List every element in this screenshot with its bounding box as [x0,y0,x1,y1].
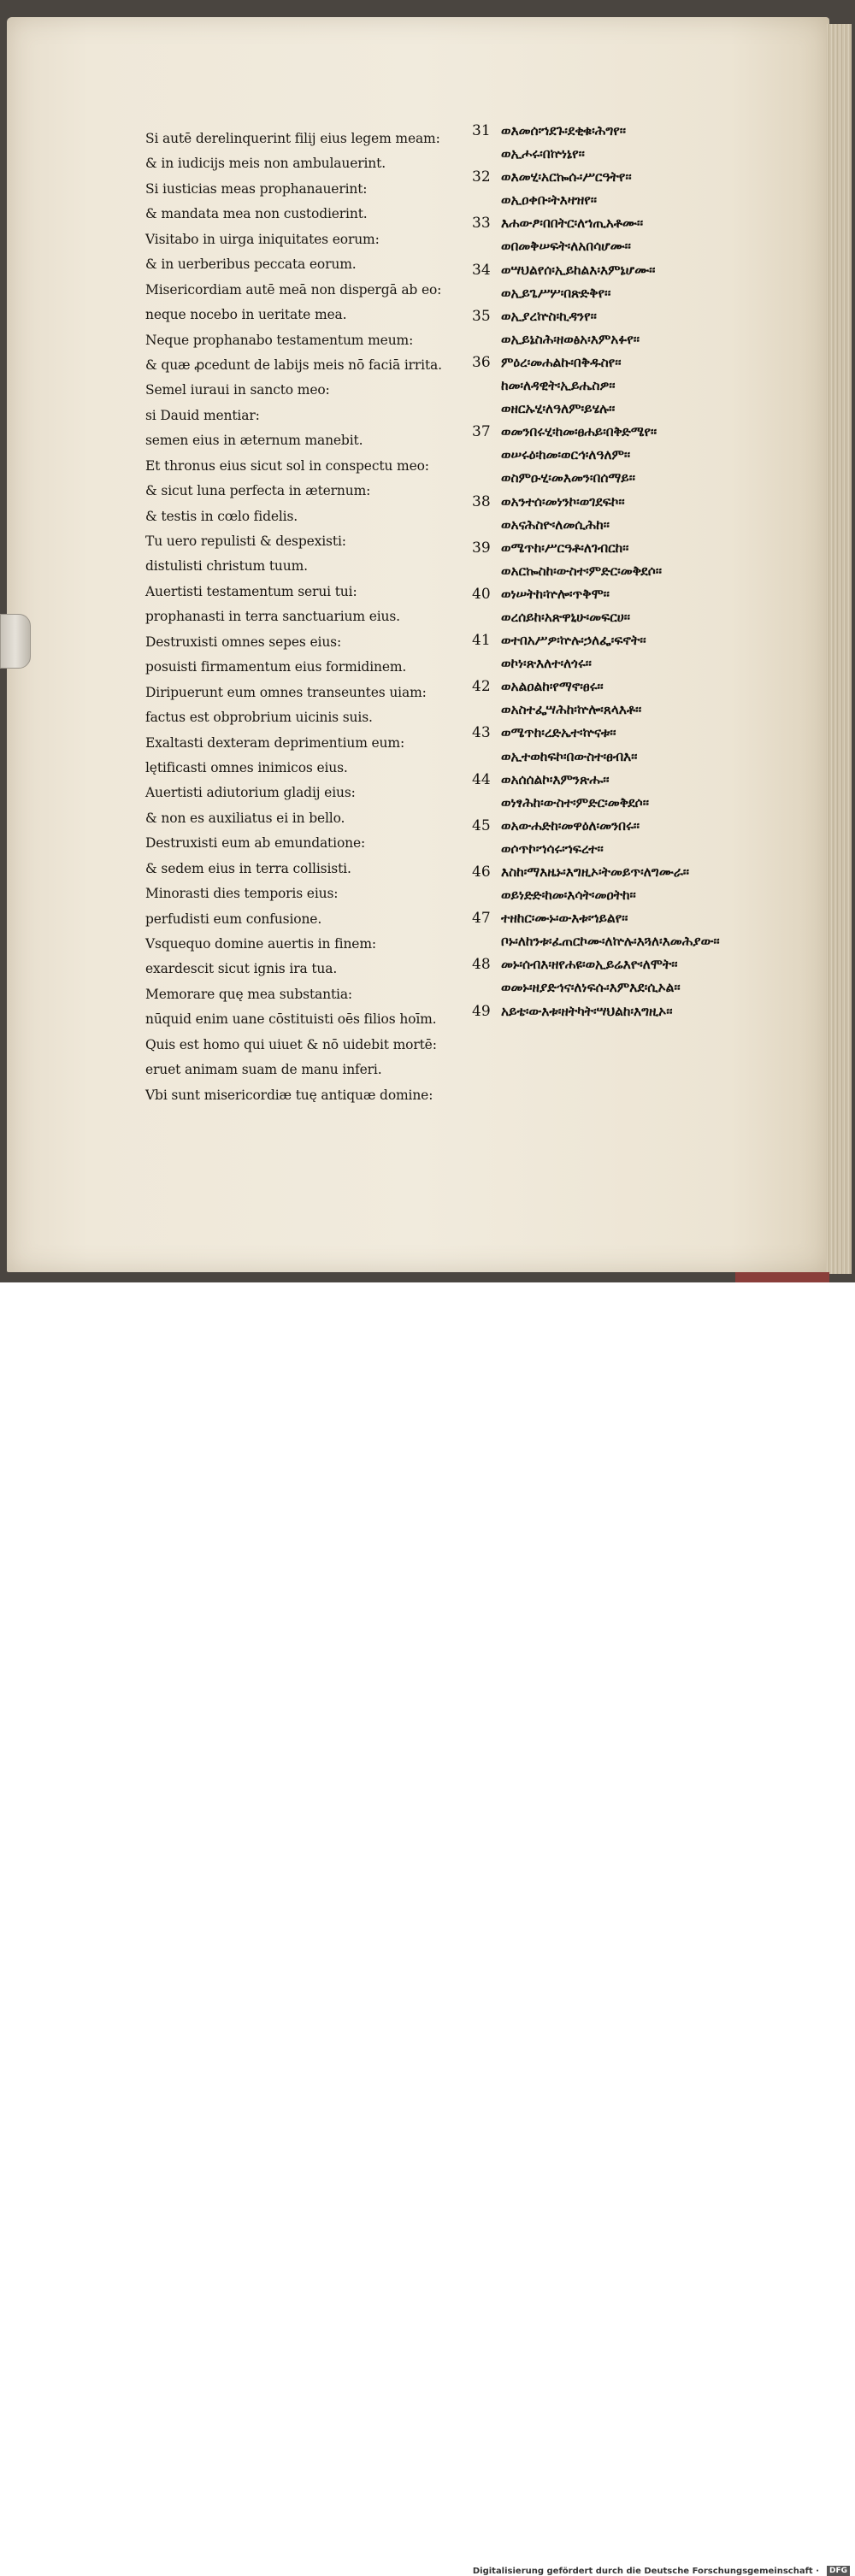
page-edges [826,24,852,1274]
latin-line: Memorare quę mea substantia: [145,986,352,1002]
page-clip [0,614,31,669]
binding-edge [735,1272,829,1282]
verse-number: 31 [472,122,491,139]
latin-line: Si iusticias meas prophanauerint: [145,180,368,197]
geez-text: ወነፃሕከ፡ውስተ፡ምድር፡መቅደሶ፡፡ [501,794,649,811]
geez-line [472,722,823,745]
geez-line [472,838,823,861]
latin-line: Destruxisti eum ab emundatione: [145,835,366,852]
latin-line: Neque prophanabo testamentum meum: [145,332,414,348]
verse-number: 48 [472,956,491,974]
verse-number: 39 [472,539,491,557]
geez-text: ወአውሐድከ፡መዋዕለ፡መንበሩ፡፡ [501,817,640,834]
latin-line: prophanasti in terra sanctuarium eius. [145,609,400,625]
geez-line [472,421,823,444]
geez-text: ወተበአሥዎ፡ኵሉ፡ኃለፌ፡ፍኖት፡፡ [501,633,646,649]
geez-text: ቦኑ፡ለከንቱ፡ፈጠርኮሙ፡ለኵሉ፡እጓለ፡እመሕያው፡፡ [501,934,720,950]
geez-text: ወሜጥከ፡ረድኤተ፡ኵናቱ፡፡ [501,725,616,741]
latin-line: exardescit sicut ignis ira tua. [145,961,338,977]
geez-text: ወአናሕስዮ፡ለመሲሕከ፡፡ [501,516,610,533]
geez-text: ከመ፡ለዳዊት፡ኢይሔስዎ፡፡ [501,378,616,394]
latin-line: Semel iuraui in sancto meo: [145,382,330,398]
geez-text: ወመንበሩሂ፡ከመ፡ፀሐይ፡በቅድሜየ፡፡ [501,424,657,440]
latin-line: distulisti christum tuum. [145,558,308,575]
latin-line: Exaltasti dexteram deprimentium eum: [145,734,405,751]
latin-line: factus est obprobrium uicinis suis. [145,710,373,726]
latin-line: Auertisti testamentum serui tui: [145,583,357,599]
latin-line: & in uerberibus peccata eorum. [145,256,357,273]
latin-line: Tu uero repulisti & despexisti: [145,533,346,549]
geez-text: መኑ፡ሰብእ፡ዘየሐዩ፡ወኢይሬእዮ፡ለሞት፡፡ [501,957,678,973]
geez-line [472,675,823,699]
latin-line: Si autē derelinquerint filij eius legem meam: [145,131,440,146]
latin-line: Misericordiam autē meā non dispergā ab eo: [145,281,442,298]
latin-line: & sedem eius in terra collisisti. [145,860,351,876]
geez-text: ወስምዑሂ፡መእመን፡በሰማይ፡፡ [501,470,635,486]
verse-number: 46 [472,864,491,881]
geez-text: ወነሠትከ፡ኵሎ፡ጥቅሞ፡፡ [501,586,610,602]
geez-line [472,861,823,884]
geez-text: ወረሰይከ፡አጽዋኒሁ፡መፍርሀ፡፡ [501,609,631,625]
geez-line [472,467,823,490]
geez-line [472,537,823,560]
verse-number: 43 [472,724,491,742]
geez-text: ወሣህልየሰ፡ኢይከልእ፡እምኔሆሙ፡፡ [501,262,656,278]
verse-number: 33 [472,215,491,233]
geez-line [472,120,823,143]
verse-number: 45 [472,816,491,834]
latin-line: Destruxisti omnes sepes eius: [145,634,342,650]
latin-line: lętificasti omnes inimicos eius. [145,759,348,775]
geez-line [472,444,823,467]
geez-line [472,953,823,976]
verse-number: 32 [472,168,491,186]
geez-text: እሐውፆ፡በበትር፡ለኀጢአቶሙ፡፡ [501,215,644,232]
geez-line [472,583,823,606]
geez-line [472,606,823,629]
geez-text: ወሶጥኮ፡ኀሳሩ፡ኀፍረተ፡፡ [501,840,604,857]
latin-line: & quæ ꝓcedunt de labijs meis nō faciā irrita. [145,357,442,373]
geez-line [472,746,823,769]
verse-number: 44 [472,770,491,788]
latin-line: nūquid enim uane cōstituisti oēs filios hoīm. [145,1011,437,1028]
latin-line: Vbi sunt misericordiæ tuę antiquæ domine: [145,1087,433,1103]
geez-text: ወአሰሰልኮ፡እምንጽሑ፡፡ [501,771,610,787]
verse-number: 37 [472,423,491,441]
geez-text: ወእመሰ፡ኀደጉ፡ደቂቁ፡ሕግየ፡፡ [501,123,627,139]
latin-line: Auertisti adiutorium gladij eius: [145,785,356,801]
latin-line: Minorasti dies temporis eius: [145,886,339,902]
latin-line: si Dauid mentiar: [145,407,260,423]
dfg-credit-text: Digitalisierung gefördert durch die Deutsche Forschungsgemeinschaft · [472,2567,819,2576]
latin-column [145,127,470,1108]
geez-text: ወኮነ፡ጽእለተ፡ለጎሩ፡፡ [501,656,592,672]
verse-number: 36 [472,353,491,371]
verse-number: 34 [472,261,491,279]
geez-text: ተዘከር፡ሙኑ፡ውእቱ፡ኀይልየ፡፡ [501,911,628,927]
geez-text: ወኢይጌሥሦ፡በጽድቅየ፡፡ [501,285,611,301]
verse-number: 38 [472,492,491,510]
verse-number: 47 [472,910,491,928]
geez-line [472,351,823,374]
latin-line: Vsquequo domine auertis in finem: [145,936,376,952]
latin-line: & mandata mea non custodierint. [145,206,368,222]
geez-column [472,120,823,1023]
geez-text: ወሠሩዕ፡ከመ፡ወርኅ፡ለዓለም፡፡ [501,447,631,463]
verse-number: 42 [472,678,491,696]
geez-text: አይቴ፡ውእቱ፡ዘትካት፡ሣህልከ፡እግዚኦ፡፡ [501,1003,673,1019]
geez-line [472,282,823,305]
geez-line [472,699,823,722]
geez-text: ወኢያረኵስ፡ኪዳንየ፡፡ [501,308,597,324]
geez-text: ወአንተሰ፡መነንኮ፡ወገደፍኮ፡፡ [501,493,625,510]
geez-text: ወመኑ፡ዘያድኅና፡ለነፍሱ፡እምእደ፡ሲኦል፡፡ [501,980,681,996]
latin-line: neque nocebo in ueritate mea. [145,307,347,323]
geez-line [472,212,823,235]
footer-bar [0,1282,855,2576]
geez-line [472,976,823,999]
latin-line: Visitabo in uirga iniquitates eorum: [145,231,380,247]
latin-line: posuisti firmamentum eius formidinem. [145,659,407,675]
geez-line [472,514,823,537]
geez-text: ወእመሂ፡አርኰሱ፡ሥርዓትየ፡፡ [501,169,632,186]
geez-line [472,1000,823,1023]
geez-line [472,328,823,351]
geez-line [472,629,823,652]
geez-line [472,166,823,189]
scanned-page-background [0,0,855,1282]
geez-line [472,491,823,514]
latin-line: Diripuerunt eum omnes transeuntes uiam: [145,684,427,700]
geez-line [472,907,823,930]
latin-line: Quis est homo qui uiuet & nō uidebit mortē: [145,1036,437,1052]
geez-text: ወአርኰስከ፡ውስተ፡ምድር፡መቅደሶ፡፡ [501,563,662,579]
geez-text: ወይነድድ፡ከመ፡እሳት፡መዐትከ፡፡ [501,887,636,904]
geez-text: ወሜጥከ፡ሥርዓቶ፡ለገብርከ፡፡ [501,539,629,556]
geez-text: ወአስተፌሣሕከ፡ኵሎ፡ጸላእቶ፡፡ [501,702,642,718]
geez-line [472,143,823,166]
verse-number: 40 [472,585,491,603]
geez-text: ወኢተወከፍኮ፡በውስተ፡ፀብእ፡፡ [501,748,638,764]
geez-line [472,769,823,792]
verse-number: 49 [472,1002,491,1020]
geez-text: ወዘርኡሂ፡ለዓለም፡ይሄሉ፡፡ [501,401,616,417]
geez-text: ወኢይኔስሕ፡ዘወፅአ፡እምአፉየ፡፡ [501,331,640,347]
geez-text: እስከ፡ማእዜኑ፡እግዚኦ፡ትመይጥ፡ለግሙራ፡፡ [501,864,690,880]
geez-line [472,560,823,583]
verse-number: 41 [472,632,491,650]
geez-line [472,259,823,282]
latin-line: & sicut luna perfecta in æternum: [145,483,371,499]
geez-text: ወአልዐልከ፡የማኖ፡ፀሩ፡፡ [501,679,604,695]
latin-line: & in iudicijs meis non ambulauerint. [145,156,386,172]
geez-line [472,374,823,398]
geez-text: ወኢዐቀቡ፡ትእዛዝየ፡፡ [501,192,597,209]
geez-line [472,235,823,258]
geez-text: ወኢሖሩ፡በኵነኔየ፡፡ [501,146,585,162]
geez-line [472,189,823,212]
latin-line: Et thronus eius sicut sol in conspectu meo: [145,457,429,474]
latin-line: eruet animam suam de manu inferi. [145,1062,382,1078]
dfg-logo: DFG [827,2566,850,2576]
geez-line [472,652,823,675]
latin-line: perfudisti eum confusione. [145,911,322,927]
geez-line [472,815,823,838]
geez-line [472,398,823,421]
geez-line [472,930,823,953]
latin-line: semen eius in æternum manebit. [145,433,363,449]
geez-line [472,884,823,907]
verse-number: 35 [472,307,491,325]
latin-line: & testis in cœlo fidelis. [145,508,298,524]
geez-line [472,305,823,328]
geez-text: ወበመቅሠፍት፡ለአበሳሆሙ፡፡ [501,239,631,255]
latin-line: & non es auxiliatus ei in bello. [145,810,345,826]
geez-line [472,792,823,815]
geez-text: ምዕረ፡መሐልኩ፡በቅዱስየ፡፡ [501,354,622,370]
